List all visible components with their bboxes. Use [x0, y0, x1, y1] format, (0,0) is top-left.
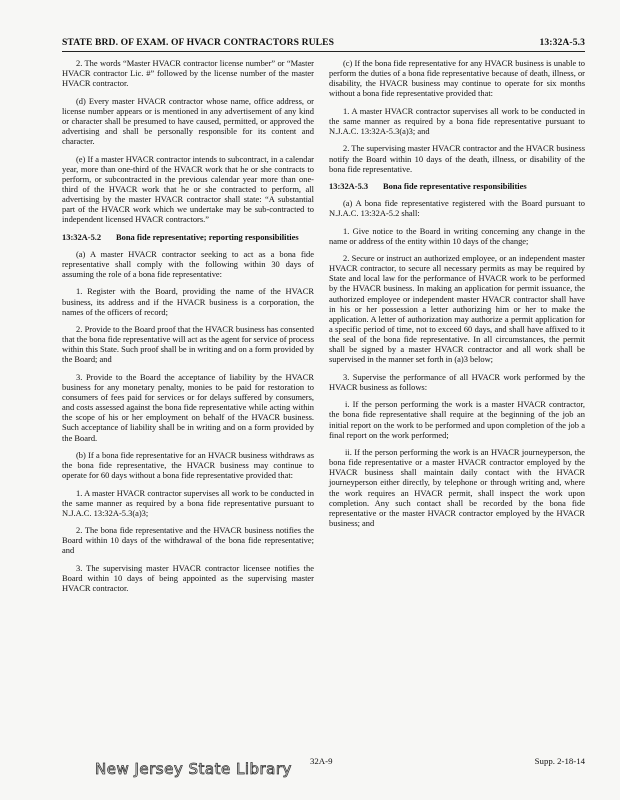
paragraph: 1. Give notice to the Board in writing concerning any change in the name or address of the entity within 10 days of the change; — [329, 225, 585, 246]
paragraph: i. If the person performing the work is a master HVACR contractor, the bona fide representative shall require at the beginning of the job an initial report on the work to be performed and upon completion of the job a final report on the work performed; — [329, 399, 585, 440]
header-section-number: 13:32A-5.3 — [539, 37, 585, 48]
paragraph: 1. Register with the Board, providing the name of the HVACR business, its address and if the HVACR business is a corporation, the names of the officers of record; — [62, 286, 314, 317]
section-title: Bona fide representative; reporting responsibilities — [116, 231, 299, 242]
paragraph: (a) A bona fide representative registered with the Board pursuant to N.J.A.C. 13:32A-5.2 shall: — [329, 198, 585, 219]
paragraph: 2. The supervising master HVACR contractor and the HVACR business notify the Board within 10 days of the death, illness, or disability of the bona fide representative. — [329, 143, 585, 174]
paragraph: (c) If the bona fide representative for any HVACR business is unable to perform the duties of a bona fide representative because of death, illness, or disability, the HVACR business may continue to operate for six months without a bona fide representative provided that: — [329, 58, 585, 99]
paragraph: (a) A master HVACR contractor seeking to act as a bona fide representative shall comply with the following within 30 days of assuming the role of a bona fide representative: — [62, 248, 314, 280]
library-stamp: New Jersey State Library — [95, 760, 292, 778]
right-column — [329, 58, 585, 535]
section-heading — [62, 232, 314, 242]
paragraph: 3. Supervise the performance of all HVACR work performed by the HVACR business as follows: — [329, 371, 585, 392]
paragraph: 1. A master HVACR contractor supervises all work to be conducted in the same manner as required by a bona fide representative pursuant to N.J.A.C. 13:32A-5.3(a)3; — [62, 487, 314, 518]
paragraph: 2. The bona fide representative and the HVACR business notifies the Board within 10 days of the withdrawal of the bona fide representative; and — [62, 525, 314, 556]
paragraph: 3. Provide to the Board the acceptance of liability by the HVACR business for any monetary penalty, monies to be paid for restoration to consumers of fees paid for services or for delays suffered by consumers, and costs assessed against the bona fide representative while acting within the scope of his or her employment on behalf of the HVACR business. Such acceptance of liability shall be in writing and on a form provided by the Board. — [62, 371, 314, 443]
paragraph: (d) Every master HVACR contractor whose name, office address, or license number appears or is mentioned in any advertisement of any kind or character shall be presumed to have caused, permitted, or approved the advertising and shall be personally responsible for its content and character. — [62, 95, 314, 147]
header-title: STATE BRD. OF EXAM. OF HVACR CONTRACTORS RULES — [62, 37, 335, 48]
paragraph: (b) If a bona fide representative for an HVACR business withdraws as the bona fide representative, the HVACR business may continue to operate for 60 days without a bona fide representative provided that: — [62, 449, 314, 481]
section-heading — [329, 181, 585, 191]
paragraph: 2. Secure or instruct an authorized employee, or an independent master HVACR contractor, to secure all necessary permits as may be required by State and local law for the performance of HVACR work to be performed by the HVACR business. In making an application for permit issuance, the authorized employee or independent master HVACR contractor shall have in his or her possession a letter authorizing him or her to make the application. A letter of authorization may authorize a permit application for a specific period of time, not to exceed 60 days, and shall have affixed to it the seal of the bona fide representative. In all circumstances, the permit shall be signed by a master HVACR contractor and all work shall be supervised in the manner set forth in (a)3 below; — [329, 253, 585, 365]
paragraph: (e) If a master HVACR contractor intends to subcontract, in a calendar year, more than one-third of the HVACR work that he or she contracts to perform, or subcontracted in the previous calendar year more than one-third of the HVACR work that he or she contracted to perform, all advertising by the master HVACR contractor shall state: “A substantial part of the HVACR work which we undertake may be sub-contracted to independent licensed HVACR contractors.” — [62, 153, 314, 225]
paragraph: ii. If the person performing the work is an HVACR journeyperson, the bona fide representative or a master HVACR contractor employed by the HVACR business shall maintain daily contact with the HVACR journeyperson either directly, by telephone or through writing and, where the work requires an HVACR permit, shall inspect the work upon completion. Any such contact shall be recorded by the bona fide representative or the master HVACR contractor employed by the HVACR business; and — [329, 447, 585, 528]
paragraph: 1. A master HVACR contractor supervises all work to be conducted in the same manner as required by a bona fide representative pursuant to N.J.A.C. 13:32A-5.3(a)3; and — [329, 105, 585, 137]
section-number: 13:32A-5.2 — [62, 231, 102, 242]
running-header — [62, 37, 585, 48]
left-column — [62, 58, 314, 600]
supplement-date: Supp. 2-18-14 — [534, 756, 585, 766]
paragraph: 2. Provide to the Board proof that the HVACR business has consented that the bona fide representative will act as the agent for service of process within this State. Such proof shall be in writing and on a form provided by the Board; and — [62, 324, 314, 365]
section-title: Bona fide representative responsibilities — [383, 180, 527, 191]
paragraph: 2. The words “Master HVACR contractor license number” or “Master HVACR contractor Lic. #” followed by the license number of the master HVACR contractor. — [62, 58, 314, 89]
section-number: 13:32A-5.3 — [329, 180, 369, 191]
paragraph: 3. The supervising master HVACR contractor licensee notifies the Board within 10 days of being appointed as the supervising master HVACR contractor. — [62, 562, 314, 594]
page-number: 32A-9 — [310, 756, 333, 766]
header-rule — [62, 51, 585, 52]
